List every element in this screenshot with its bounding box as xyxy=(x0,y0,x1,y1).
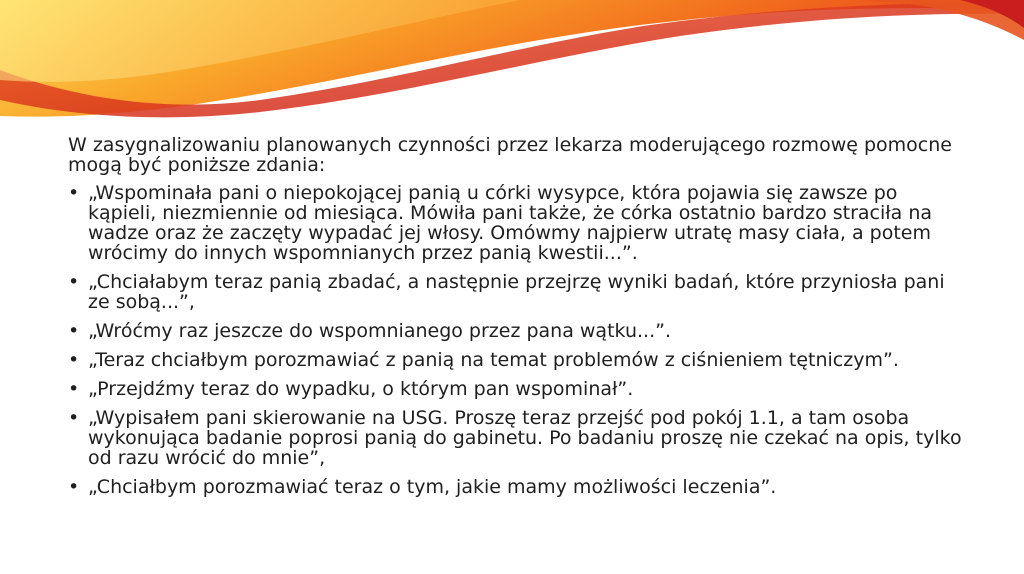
bullet-text: „Wypisałem pani skierowanie na USG. Proszę teraz przejść pod pokój 1.1, a tam osoba wykonująca badanie poprosi panią do gabinetu. Po badaniu proszę nie czekać na opis, tylko od razu wrócić do mnie”, xyxy=(88,407,962,469)
list-item xyxy=(68,408,968,468)
bullet-list xyxy=(68,183,968,497)
bullet-icon: • xyxy=(68,378,80,400)
list-item xyxy=(68,183,968,263)
list-item xyxy=(68,477,968,497)
decorative-wave-banner xyxy=(0,0,1024,140)
bullet-text: „Wspominała pani o niepokojącej panią u córki wysypce, która pojawia się zawsze po kąpieli, niezmiennie od miesiąca. Mówiła pani także, że córka ostatnio bardzo straciła na wadze oraz że zaczęty wypadać jej włosy. Omówmy najpierw utratę masy ciała, a potem wrócimy do innych wspomnianych przez panią kwestii...”. xyxy=(88,182,933,264)
bullet-icon: • xyxy=(68,182,80,204)
bullet-text: „Chciałabym teraz panią zbadać, a następnie przejrzę wyniki badań, które przyniosła pani ze sobą...”, xyxy=(88,271,945,313)
intro-paragraph: W zasygnalizowaniu planowanych czynności przez lekarza moderującego rozmowę pomocne mogą być poniższe zdania: xyxy=(68,134,952,176)
bullet-icon: • xyxy=(68,476,80,498)
list-item xyxy=(68,379,968,399)
bullet-text: „Chciałbym porozmawiać teraz o tym, jakie mamy możliwości leczenia”. xyxy=(88,476,777,498)
bullet-text: „Wróćmy raz jeszcze do wspomnianego przez pana wątku...”. xyxy=(88,320,671,342)
bullet-icon: • xyxy=(68,320,80,342)
bullet-icon: • xyxy=(68,271,80,293)
bullet-icon: • xyxy=(68,407,80,429)
slide-body xyxy=(68,135,968,506)
list-item xyxy=(68,350,968,370)
list-item xyxy=(68,272,968,312)
bullet-text: „Teraz chciałbym porozmawiać z panią na temat problemów z ciśnieniem tętniczym”. xyxy=(88,349,899,371)
bullet-text: „Przejdźmy teraz do wypadku, o którym pan wspominał”. xyxy=(88,378,634,400)
bullet-icon: • xyxy=(68,349,80,371)
list-item xyxy=(68,321,968,341)
